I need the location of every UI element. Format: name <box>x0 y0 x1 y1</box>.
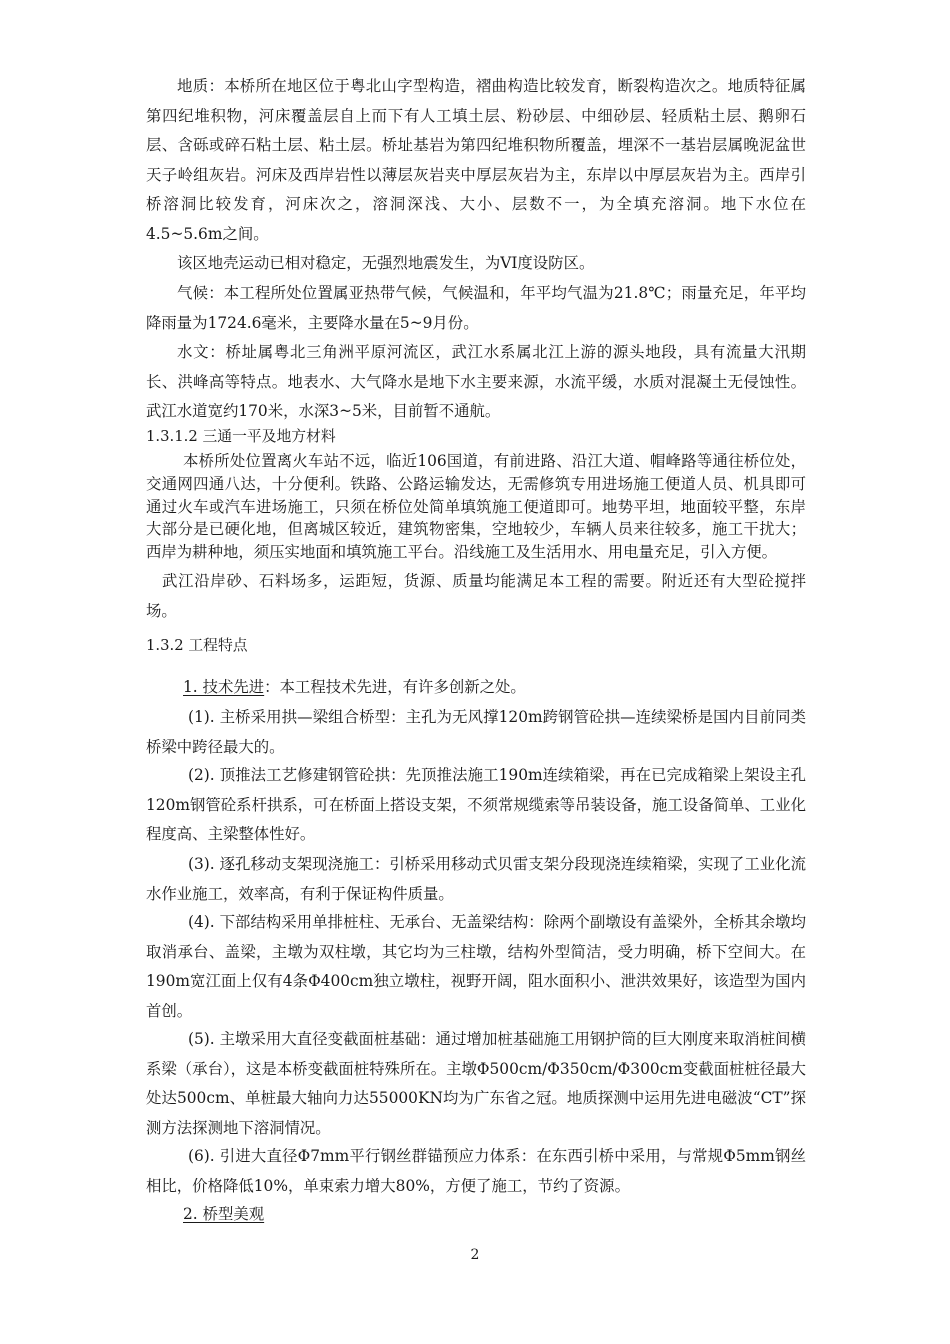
item-2-incremental-launch: (2). 顶推法工艺修建钢管砼拱：先顶推法施工190m连续箱梁，再在已完成箱梁上架设主孔120m钢管砼系杆拱系，可在桥面上搭设支架，不须常规缆索等吊装设备，施工设备简单、工业化程度高、主梁整体性好。 <box>146 766 806 843</box>
paragraph-materials: 武江沿岸砂、石料场多，运距短，货源、质量均能满足本工程的需要。附近还有大型砼搅拌场。 <box>146 572 806 620</box>
tech-advanced-line <box>146 673 806 703</box>
section-heading-1-3-2: 1.3.2 工程特点 <box>146 637 248 654</box>
paragraph-geology: 地质：本桥所在地区位于粤北山字型构造，褶曲构造比较发育，断裂构造次之。地质特征属第四纪堆积物，河床覆盖层自上而下有人工填土层、粉砂层、中细砂层、轻质粘土层、鹅卵石层、含砾或碎石粘土层、粘土层。桥址基岩为第四纪堆积物所覆盖，埋深不一基岩层属晚泥盆世天子岭组灰岩。河床及西岸岩性以薄层灰岩夹中厚层灰岩为主，东岸以中厚层灰岩为主。西岸引桥溶洞比较发育，河床次之，溶洞深浅、大小、层数不一，为全填充溶洞。地下水位在4.5~5.6m之间。 <box>146 77 806 243</box>
paragraph-climate: 气候：本工程所处位置属亚热带气候，气候温和，年平均气温为21.8℃；雨量充足，年平均降雨量为1724.6毫米，主要降水量在5~9月份。 <box>146 284 806 332</box>
item-1-arch-beam: (1). 主桥采用拱—梁组合桥型：主孔为无风撑120m跨钢管砼拱—连续梁桥是国内目前同类桥梁中跨径最大的。 <box>146 708 806 756</box>
tech-advanced-text: ：本工程技术先进，有许多创新之处。 <box>264 678 526 696</box>
item-5-variable-pile: (5). 主墩采用大直径变截面桩基础：通过增加桩基础施工用钢护筒的巨大刚度来取消桩间横系梁（承台），这是本桥变截面桩特殊所在。主墩Φ500cm/Φ350cm/Φ300cm变截面桩桩径最大处达500cm、单桩最大轴向力达55000KN均为广东省之冠。地质探测中运用先进电磁波“CT”探测方法探测地下溶洞情况。 <box>146 1030 807 1137</box>
bridge-beauty-label: 2. 桥型美观 <box>183 1205 265 1223</box>
paragraph-seismic: 该区地壳运动已相对稳定，无强烈地震发生，为VI度设防区。 <box>177 254 595 272</box>
paragraph-hydrology: 水文：桥址属粤北三角洲平原河流区，武江水系属北江上游的源头地段，具有流量大汛期长、洪峰高等特点。地表水、大气降水是地下水主要来源，水流平缓，水质对混凝土无侵蚀性。武江水道宽约170米，水深3~5米，目前暂不通航。 <box>146 343 806 420</box>
tech-advanced-label: 1. 技术先进 <box>183 678 265 696</box>
item-6-prestress-system: (6). 引进大直径Φ7mm平行钢丝群锚预应力体系：在东西引桥中采用，与常规Φ5mm钢丝相比，价格降低10%，单束索力增大80%，方便了施工，节约了资源。 <box>146 1147 806 1195</box>
page-number: 2 <box>470 1247 480 1263</box>
paragraph-traffic: 本桥所处位置离火车站不远，临近106国道，有前进路、沿江大道、帽峰路等通往桥位处，交通网四通八达，十分便利。铁路、公路运输发达，无需修筑专用进场施工便道人员、机具即可通过火车或汽车进场施工，只须在桥位处简单填筑施工便道即可。地势平坦，地面较平整，东岸大部分是已硬化地，但离城区较近，建筑物密集，空地较少，车辆人员来往较多，施工干扰大；西岸为耕种地，须压实地面和填筑施工平台。沿线施工及生活用水、用电量充足，引入方便。 <box>146 452 806 562</box>
item-4-substructure: (4). 下部结构采用单排桩柱、无承台、无盖梁结构：除两个副墩设有盖梁外，全桥其余墩均取消承台、盖梁，主墩为双柱墩，其它均为三柱墩，结构外型简洁，受力明确，桥下空间大。在190m宽江面上仅有4条Φ400cm独立墩柱，视野开阔，阻水面积小、泄洪效果好，该造型为国内首创。 <box>146 913 806 1020</box>
item-3-movable-scaffold: (3). 逐孔移动支架现浇施工：引桥采用移动式贝雷支架分段现浇连续箱梁，实现了工业化流水作业施工，效率高，有利于保证构件质量。 <box>146 855 806 903</box>
bridge-beauty-line <box>146 1200 806 1230</box>
section-heading-1-3-1-2: 1.3.1.2 三通一平及地方材料 <box>146 428 336 445</box>
